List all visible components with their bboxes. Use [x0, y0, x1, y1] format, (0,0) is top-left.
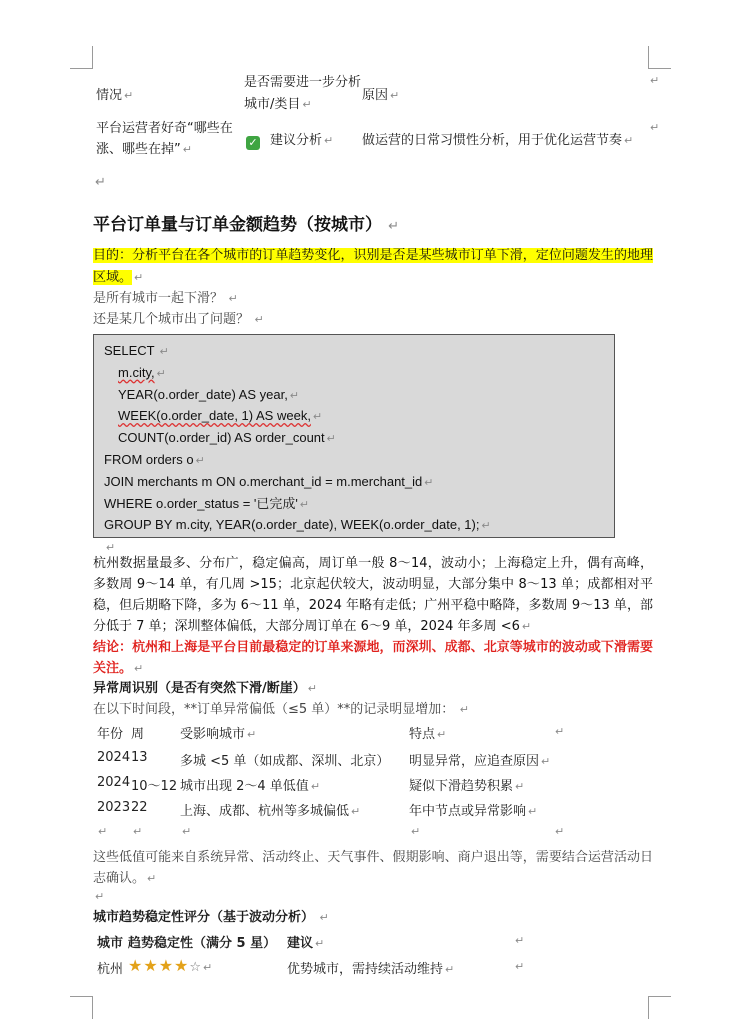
top-table-header-situation: 情况 ↵ — [96, 88, 134, 103]
empty-cell-mark: ↵ — [133, 825, 143, 838]
top-table-cell-situation: 平台运营者好奇“哪些在涨、哪些在掉” ↵ — [96, 121, 233, 157]
question-2: 还是某几个城市出了问题？ ↵ — [93, 312, 264, 327]
table-cell: 2023 — [97, 800, 131, 815]
sql-line: WHERE o.order_status = '已完成' ↵ — [104, 495, 310, 511]
stability-table — [93, 932, 533, 982]
sql-line: YEAR(o.order_date) AS year, ↵ — [118, 386, 300, 402]
table-cell: 22 — [131, 800, 148, 815]
table-cell: 上海、成都、杭州等多城偏低 ↵ — [180, 804, 361, 819]
table-cell-advice: 优势城市，需持续活动维持 ↵ — [287, 962, 455, 977]
table-header: 特点 ↵ — [409, 727, 447, 742]
table-cell: 明显异常，应追查原因 ↵ — [409, 754, 551, 769]
table-cell: 城市出现 2～4 单低值 ↵ — [180, 779, 321, 794]
question-1: 是所有城市一起下滑？ ↵ — [93, 291, 238, 306]
row-end-mark: ↵ — [555, 725, 565, 738]
abnormal-weeks-table — [93, 723, 563, 843]
table-cell: 10～12 — [131, 779, 178, 794]
table-cell: 多城 <5 单（如成都、深圳、北京） — [180, 754, 390, 769]
table-header: 年份 — [97, 727, 124, 742]
table-header: 建议 ↵ — [287, 936, 325, 951]
top-table-cell-reason: 做运营的日常习惯性分析，用于优化运营节奏 ↵ — [362, 133, 634, 148]
sql-line: FROM orders o ↵ — [104, 451, 205, 467]
sql-line: GROUP BY m.city, YEAR(o.order_date), WEEK(o.order_date, 1); ↵ — [104, 517, 491, 533]
stability-title: 城市趋势稳定性评分（基于波动分析） ↵ — [93, 910, 329, 925]
abnormal-intro: 在以下时间段，**订单异常偏低（≤5 单）**的记录明显增加： ↵ — [93, 702, 470, 717]
empty-cell-mark: ↵ — [182, 825, 192, 838]
conclusion-text: 结论：杭州和上海是平台目前最稳定的订单来源地，而深圳、成都、北京等城市的波动或下滑需要关注。 ↵ — [93, 640, 653, 676]
table-cell: 年中节点或异常影响 ↵ — [409, 804, 538, 819]
crop-mark-top-left — [70, 46, 93, 69]
table-cell: 13 — [131, 750, 148, 765]
sql-line: WEEK(o.order_date, 1) AS week, ↵ — [118, 408, 323, 424]
table-cell-city: 杭州 — [97, 962, 124, 977]
purpose-text: 目的：分析平台在各个城市的订单趋势变化，识别是否是某些城市订单下滑，定位问题发生的地理区域。 ↵ — [93, 248, 653, 285]
row-end-mark: ↵ — [650, 121, 660, 134]
row-end-mark: ↵ — [515, 960, 525, 973]
table-cell: 2024 — [97, 750, 131, 765]
table-header: 受影响城市 ↵ — [180, 727, 257, 742]
sql-line: JOIN merchants m ON o.merchant_id = m.merchant_id ↵ — [104, 473, 434, 489]
crop-mark-top-right — [648, 46, 671, 69]
star-empty-icon: ☆ — [189, 960, 202, 975]
section-title: 平台订单量与订单金额趋势（按城市） ↵ — [93, 215, 400, 235]
sql-line: ↵ — [106, 542, 116, 555]
row-end-mark: ↵ — [515, 934, 525, 947]
abnormal-note: 这些低值可能来自系统异常、活动终止、天气事件、假期影响、商户退出等，需要结合运营活动日志确认。 ↵ — [93, 850, 653, 886]
table-cell: 2024 — [97, 775, 131, 790]
sql-line: m.city, ↵ — [118, 364, 166, 380]
abnormal-title: 异常周识别（是否有突然下滑/断崖） ↵ — [93, 681, 317, 696]
table-cell: 疑似下滑趋势积累 ↵ — [409, 779, 525, 794]
empty-cell-mark: ↵ — [98, 825, 108, 838]
star-rating: ★★★★☆ ↵ — [128, 956, 213, 975]
table-header: 城市 — [97, 936, 124, 951]
table-header: 周 — [131, 727, 145, 742]
top-table-cell-need: ✓ 建议分析 ↵ — [246, 129, 333, 150]
check-mark-icon: ✓ — [246, 136, 260, 150]
analysis-text: 杭州数据量最多、分布广，稳定偏高，周订单一般 8～14，波动小；上海稳定上升，偶有高峰，多数周 9～14 单，有几周 >15；北京起伏较大，波动明显，大部分集中 8～13 单；成都相对平稳，但后期略下降，多为 6～11 单，2024 年略有走低；广州平稳中略降，多数周 9～13 单，部分低于 7 单；深圳整体偏低，大部分周订单在 6～9 单，2024 年多周 <6 ↵ — [93, 556, 653, 634]
row-end-mark: ↵ — [555, 825, 565, 838]
top-table-header-reason: 原因 ↵ — [362, 88, 400, 103]
row-end-mark: ↵ — [650, 74, 660, 87]
sql-line: SELECT ↵ — [104, 343, 169, 358]
empty-cell-mark: ↵ — [411, 825, 421, 838]
sql-code-block — [93, 334, 615, 555]
empty-paragraph-mark: ↵ — [95, 890, 105, 903]
sql-line: COUNT(o.order_id) AS order_count ↵ — [118, 430, 336, 446]
top-table-header-need: 是否需要进一步分析城市/类目 ↵ — [244, 75, 362, 112]
star-filled-icon: ★★★★ — [128, 956, 190, 975]
table-header: 趋势稳定性（满分 5 星） — [128, 936, 277, 951]
empty-paragraph-mark: ↵ — [95, 175, 106, 190]
